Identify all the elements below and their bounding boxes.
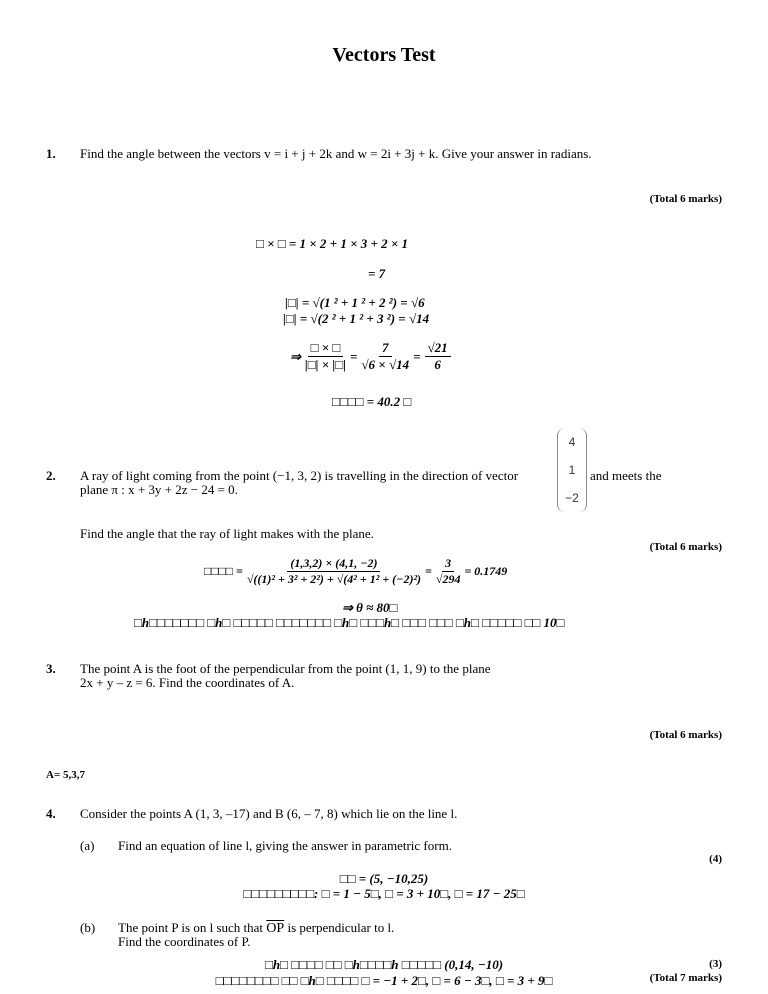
implies: ⇒ xyxy=(290,348,301,364)
direction-vector xyxy=(557,428,587,512)
eq: = xyxy=(349,348,358,364)
den: √6 × √14 xyxy=(361,357,410,372)
q3-number: 3. xyxy=(46,661,56,676)
q4b-work-2: □□□□□□□□ □□ □h□ □□□□ □ = −1 + 2□, □ = 6 − 3□, □ = 3 + 9□ xyxy=(215,973,553,988)
q3-answer: A= 5,3,7 xyxy=(46,769,85,781)
cos-label: □□□□ = xyxy=(204,564,243,578)
vec-x: 4 xyxy=(568,435,576,449)
q1-work-magw: |□| = √(2 ² + 1 ² + 3 ²) = √14 xyxy=(283,311,430,326)
q2-number: 2. xyxy=(46,468,56,483)
eq: = xyxy=(413,348,421,364)
q1-text: Find the angle between the vectors v = i + j + 2k and w = 2i + 3j + k. Give your answer in radians. xyxy=(80,146,592,161)
den: √((1)² + 3² + 2²) + √(4² + 1² + (−2)²) xyxy=(246,572,422,586)
num: 7 xyxy=(379,340,392,357)
op-vector: $\overline{OP}$ xyxy=(266,921,285,936)
q1-work-magv: |□| = √(1 ² + 1 ² + 2 ²) = √6 xyxy=(285,295,425,310)
num: 3 xyxy=(442,556,454,572)
q1-total: (Total 6 marks) xyxy=(649,193,722,205)
q4b-text1b: is perpendicular to l. xyxy=(287,920,395,935)
q4b-work-1: □h□ □□□□ □□ □h□□□□h □□□□□ (0,14, −10) xyxy=(264,957,504,972)
q4b-total: (Total 7 marks) xyxy=(649,972,722,984)
q2-total: (Total 6 marks) xyxy=(649,541,722,553)
q1-work-fraction xyxy=(290,340,451,373)
q2-text1: A ray of light coming from the point (−1, 3, 2) is travelling in the direction of vector xyxy=(80,468,519,483)
page-title: Vectors Test xyxy=(332,44,436,66)
q1-answer: □□□□ = 40.2 □ xyxy=(332,394,412,409)
q4a-text: Find an equation of line l, giving the answer in parametric form. xyxy=(118,838,452,853)
q4-number: 4. xyxy=(46,806,56,821)
q2-text1b: and meets the xyxy=(590,468,662,483)
q4b-text2: Find the coordinates of P. xyxy=(118,934,251,949)
q4a-work-direction: □□ = (5, −10,25) xyxy=(339,871,429,886)
den: |□| × |□| xyxy=(304,357,346,372)
q3-text2: 2x + y – z = 6. Find the coordinates of A. xyxy=(80,675,295,690)
q4b-marks: (3) xyxy=(709,958,722,970)
q3-total: (Total 6 marks) xyxy=(649,729,722,741)
result: = 0.1749 xyxy=(464,564,508,578)
den: √294 xyxy=(435,572,461,586)
q4b-text1a: The point P is on l such that xyxy=(118,920,264,935)
num: □ × □ xyxy=(308,340,344,357)
num: (1,3,2) × (4,1, −2) xyxy=(287,556,380,572)
q1-number: 1. xyxy=(46,146,56,161)
vec-y: 1 xyxy=(568,463,576,477)
vec-z: −2 xyxy=(565,491,579,505)
q1-work-7: = 7 xyxy=(368,266,386,281)
q2-text3: Find the angle that the ray of light makes with the plane. xyxy=(80,526,374,541)
q3-text1: The point A is the foot of the perpendicular from the point (1, 1, 9) to the plane xyxy=(80,661,491,676)
q4a-marks: (4) xyxy=(709,853,722,865)
q1-work-dot: □ × □ = 1 × 2 + 1 × 3 + 2 × 1 xyxy=(256,236,409,251)
q2-answer: □h□□□□□□□ □h□ □□□□□ □□□□□□□ □h□ □□□h□ □□□ □□□ □h□ □□□□□ □□ 10□ xyxy=(134,615,565,630)
q2-text2: plane π : x + 3y + 2z − 24 = 0. xyxy=(80,482,238,497)
num: √21 xyxy=(425,340,451,357)
q2-work-cos xyxy=(204,556,507,587)
den: 6 xyxy=(434,357,441,372)
q4b-label: (b) xyxy=(80,920,96,935)
q2-theta: ⇒ θ ≈ 80□ xyxy=(342,600,398,615)
q4a-work-parametric: □□□□□□□□□: □ = 1 − 5□, □ = 3 + 10□, □ = 17 − 25□ xyxy=(243,886,525,901)
q4-text: Consider the points A (1, 3, –17) and B (6, – 7, 8) which lie on the line l. xyxy=(80,806,458,821)
q4a-label: (a) xyxy=(80,838,95,853)
eq: = xyxy=(425,564,432,578)
